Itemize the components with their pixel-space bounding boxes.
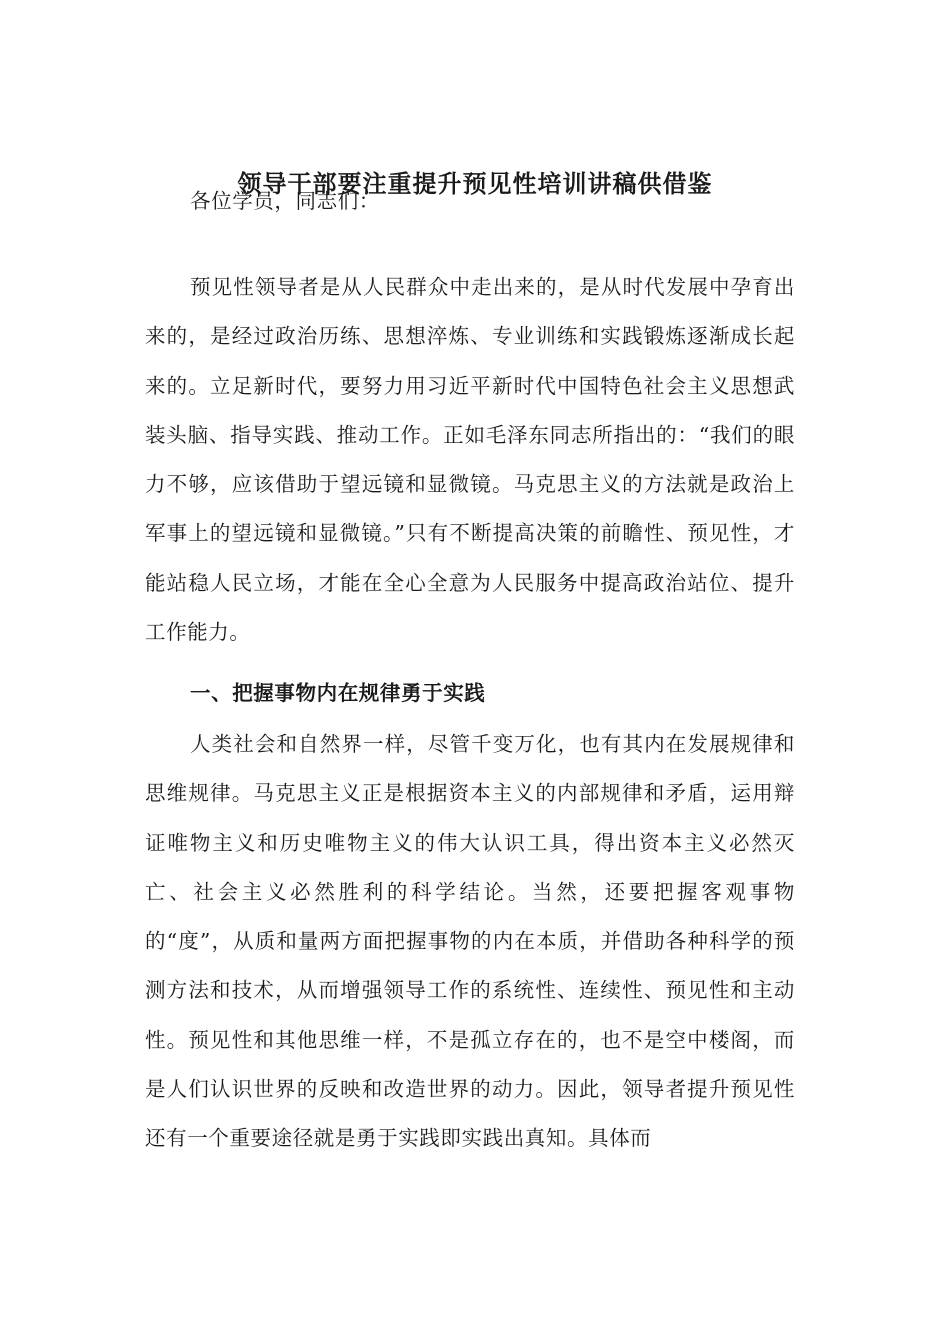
- greeting-line: 各位学员，同志们：: [190, 189, 380, 213]
- section-paragraph: 人类社会和自然界一样，尽管千变万化，也有其内在发展规律和思维规律。马克思主义正是根据资本主义的内部规律和矛盾，运用辩证唯物主义和历史唯物主义的伟大认识工具，得出资本主义必然灭亡、社会主义必然胜利的科学结论。当然，还要把握客观事物的“度”，从质和量两方面把握事物的内在本质，并借助各种科学的预测方法和技术，从而增强领导工作的系统性、连续性、预见性和主动性。预见性和其他思维一样，不是孤立存在的，也不是空中楼阁，而是人们认识世界的反映和改造世界的动力。因此，领导者提升预见性还有一个重要途径就是勇于实践即实践出真知。具体而: [145, 732, 795, 1151]
- document-title: 领导干部要注重提升预见性培训讲稿供借鉴: [237, 169, 713, 199]
- intro-paragraph: 预见性领导者是从人民群众中走出来的，是从时代发展中孕育出来的，是经过政治历练、思想淬炼、专业训练和实践锻炼逐渐成长起来的。立足新时代，要努力用习近平新时代中国特色社会主义思想武装头脑、指导实践、推动工作。正如毛泽东同志所指出的：“我们的眼力不够，应该借助于望远镜和显微镜。马克思主义的方法就是政治上军事上的望远镜和显微镜。”只有不断提高决策的前瞻性、预见性，才能站稳人民立场，才能在全心全意为人民服务中提高政治站位、提升工作能力。: [145, 275, 795, 645]
- section-heading: 一、把握事物内在规律勇于实践: [190, 681, 486, 705]
